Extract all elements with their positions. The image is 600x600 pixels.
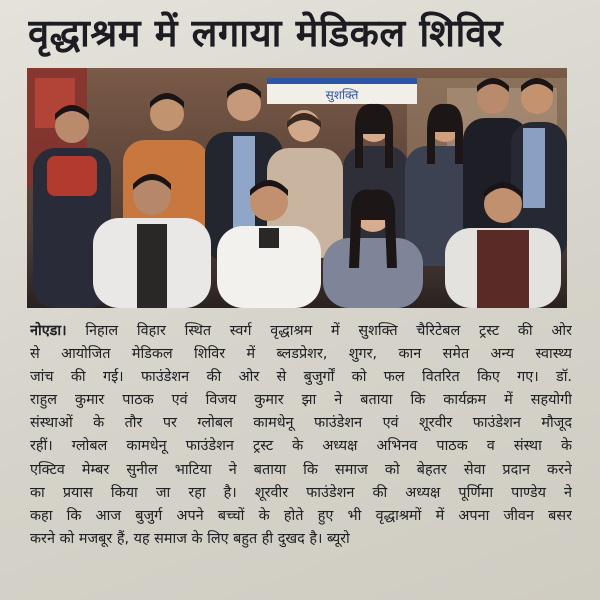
dateline-place: नोएडा। (30, 323, 67, 339)
article-line-8: का प्रयास किया जा रहा है। शूरवीर फाउंडेशन की अध्यक्ष पूर्णिमा पाण्डेय ने (30, 484, 572, 501)
group-photo (27, 68, 567, 308)
article-line-1 (30, 320, 572, 343)
article-line-9: कहा कि आज बुजुर्ग अपने बच्चों के होते हुए भी वृद्धाश्रमों में अपना जीवन बसर (30, 507, 572, 524)
article-line-7: एक्टिव मेम्बर सुनील भाटिया ने बताया कि समाज को बेहतर सेवा प्रदान करने (30, 461, 572, 478)
headline: वृद्धाश्रम में लगाया मेडिकल शिविर (28, 11, 504, 55)
article-line-3: जांच की गई। फाउंडेशन की ओर से बुजुर्गों को फल वितरित किए गए। डॉ. (30, 369, 572, 386)
article-body (30, 320, 572, 598)
article-line-1-text: निहाल विहार स्थित स्वर्ग वृद्धाश्रम में सुशक्ति चैरिटेबल ट्रस्ट की ओर (85, 323, 572, 339)
article-line-6: रहीं। ग्लोबल कामधेनू फाउंडेशन ट्रस्ट के अध्यक्ष अभिनव पाठक व संस्था के (30, 438, 572, 455)
banner (267, 78, 417, 104)
article-line-2: से आयोजित मेडिकल शिविर में ब्लडप्रेशर, शुगर, कान समेत अन्य स्वास्थ्य (30, 346, 572, 363)
group-photo-illustration (27, 68, 567, 308)
article-line-5: संस्थाओं के तौर पर ग्लोबल कामधेनू फाउंडेशन एवं शूरवीर फाउंडेशन मौजूद (30, 415, 572, 432)
article-line-4: राहुल कुमार पाठक एवं विजय कुमार झा ने बताया कि कार्यक्रम में सहयोगी (30, 392, 572, 409)
article-line-10: करने को मजबूर हैं, यह समाज के लिए बहुत ही दुखद है। ब्यूरो (30, 530, 350, 547)
banner-text: सुशक्ति (325, 88, 359, 102)
